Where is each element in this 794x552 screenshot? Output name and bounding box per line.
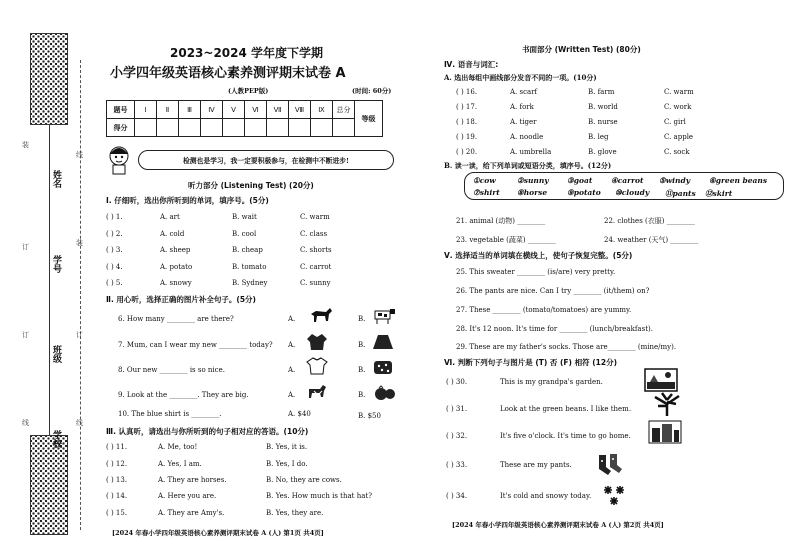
option-a: A. scarf (510, 88, 538, 96)
category-vegetable[interactable]: 23. vegetable (蔬菜) ________ (456, 236, 556, 244)
statement: This is my grandpa's garden. (500, 378, 603, 386)
score-header-cell: Ⅱ (157, 101, 179, 119)
score-header-cell: Ⅰ (135, 101, 157, 119)
question-number[interactable]: ( ) 15. (106, 509, 128, 517)
question-number[interactable]: ( ) 4. (106, 263, 123, 271)
score-cell[interactable] (267, 119, 289, 137)
question-number[interactable]: ( ) 1. (106, 213, 123, 221)
cut-mark: 线 (76, 151, 83, 159)
cartoon-child-icon (104, 144, 134, 176)
tomatoes-icon (374, 383, 396, 401)
fill-sentence[interactable]: 28. It's 12 noon. It's time for ________ (lunch/breakfast). (456, 325, 653, 333)
option-b[interactable]: B. $50 (358, 412, 381, 420)
score-header-cell: Ⅶ (267, 101, 289, 119)
section-4-heading: Ⅳ. 语音与词汇: (444, 60, 499, 69)
word-item: ⑩cloudy (615, 188, 650, 197)
option-a: A. umbrella (510, 148, 552, 156)
option-b: B. world (588, 103, 618, 111)
option-c: C. class (300, 230, 328, 238)
exam-subtitle: 小学四年级英语核心素养测评期末试卷 A (110, 66, 346, 81)
option-a: A. cold (160, 230, 185, 238)
binding-margin (0, 0, 100, 552)
school-label: 学校 (51, 430, 61, 448)
horse-icon (308, 305, 334, 325)
word-item: ⑨potato (567, 188, 601, 197)
word-item: ⑪pants (665, 189, 696, 198)
score-header-cell: 等级 (355, 101, 383, 137)
garden-picture-icon (644, 368, 678, 392)
section-4a-heading: A. 选出每组中画线部分发音不同的一项。(10分) (444, 73, 597, 82)
option-b: B. Yes. How much is that hat? (266, 492, 372, 500)
option-a: A. fork (510, 103, 534, 111)
option-b: B. No, they are cows. (266, 476, 342, 484)
question-number[interactable]: ( ) 32. (446, 432, 468, 440)
option-c: C. sock (664, 148, 690, 156)
school-picture-icon (648, 420, 682, 444)
cut-mark: 装 (76, 239, 83, 247)
potatoes-icon (372, 358, 394, 376)
score-header-cell: Ⅴ (223, 101, 245, 119)
option-b: B. farm (588, 88, 615, 96)
score-header-cell: Ⅳ (201, 101, 223, 119)
page-2-footer: [2024 年春小学四年级英语核心素养测评期末试卷 A (人) 第2页 共4页] (452, 521, 664, 529)
socks-icon (594, 453, 624, 477)
statement: These are my pants. (500, 461, 572, 469)
word-item: ⑧horse (517, 188, 548, 197)
shirt-icon (306, 356, 328, 376)
written-heading: 书面部分 (Written Test) (80分) (522, 45, 641, 54)
option-b[interactable]: B. (358, 315, 366, 323)
cut-mark: 订 (22, 243, 29, 251)
section-3-heading: Ⅲ. 认真听，请选出与你所听到的句子相对应的答语。(10分) (106, 427, 309, 436)
cut-mark: 订 (22, 331, 29, 339)
question-9: 9. Look at the ________. They are big. (118, 391, 249, 399)
fill-sentence[interactable]: 29. These are my father's socks. Those are________ (mine/my). (456, 343, 677, 351)
score-cell[interactable] (135, 119, 157, 137)
question-number[interactable]: ( ) 14. (106, 492, 128, 500)
statement: Look at the green beans. I like them. (500, 405, 632, 413)
section-1-heading: Ⅰ. 仔细听，选出你所听到的单词，填序号。(5分) (106, 196, 269, 205)
edition-note: (人教PEP版) (228, 87, 269, 95)
question-number[interactable]: ( ) 12. (106, 460, 128, 468)
score-cell[interactable] (223, 119, 245, 137)
listening-heading: 听力部分 (Listening Test) (20分) (188, 181, 314, 190)
statement: It's five o'clock. It's time to go home. (500, 432, 631, 440)
option-a[interactable]: A. $40 (288, 410, 311, 418)
option-c: C. shorts (300, 246, 332, 254)
option-a: A. Me, too! (158, 443, 198, 451)
question-number[interactable]: ( ) 18. (456, 118, 478, 126)
word-item: ④carrot (611, 176, 644, 185)
word-bank (464, 172, 784, 200)
cow-icon (372, 305, 396, 325)
score-row-label: 得分 (107, 119, 135, 137)
word-item: ⑦shirt (473, 188, 500, 197)
option-b: B. wait (232, 213, 257, 221)
option-b[interactable]: B. (358, 341, 366, 349)
option-a[interactable]: A. (288, 366, 296, 374)
question-number[interactable]: ( ) 2. (106, 230, 123, 238)
option-b: B. tomato (232, 263, 267, 271)
question-8: 8. Our new ________ is so nice. (118, 366, 225, 374)
score-header-cell: 总分 (333, 101, 355, 119)
category-clothes[interactable]: 22. clothes (衣服) ________ (604, 217, 695, 225)
word-item: ⑤windy (659, 176, 691, 185)
class-label: 班级 (51, 345, 61, 363)
question-number[interactable]: ( ) 3. (106, 246, 123, 254)
option-b: B. Yes, I do. (266, 460, 308, 468)
page-1-footer: [2024 年春小学四年级英语核心素养测评期末试卷 A (人) 第1页 共4页] (112, 529, 324, 537)
option-b: B. cheap (232, 246, 263, 254)
word-item: ③goat (567, 176, 593, 185)
option-a[interactable]: A. (288, 391, 296, 399)
exam-title: 2023~2024 学年度下学期 (170, 46, 324, 60)
statement: It's cold and snowy today. (500, 492, 592, 500)
option-b[interactable]: B. (358, 366, 366, 374)
option-c: C. warm (664, 88, 694, 96)
option-a: A. art (160, 213, 180, 221)
score-cell[interactable] (179, 119, 201, 137)
option-c: C. work (664, 103, 692, 111)
word-item: ①cow (473, 176, 496, 185)
question-number[interactable]: ( ) 16. (456, 88, 478, 96)
category-animal[interactable]: 21. animal (动物) ________ (456, 217, 546, 225)
question-10: 10. The blue shirt is ________. (118, 410, 222, 418)
question-number[interactable]: ( ) 31. (446, 405, 468, 413)
fill-sentence[interactable]: 26. The pants are nice. Can I try ________ (it/them) on? (456, 287, 650, 295)
option-b: B. glove (588, 148, 617, 156)
question-number[interactable]: ( ) 19. (456, 133, 478, 141)
score-header-cell: Ⅷ (289, 101, 311, 119)
question-number[interactable]: ( ) 11. (106, 443, 128, 451)
fill-sentence[interactable]: 25. This sweater ________ (is/are) very pretty. (456, 268, 616, 276)
option-a: A. Here you are. (158, 492, 217, 500)
option-a: A. noodle (510, 133, 544, 141)
option-b: B. Sydney (232, 279, 268, 287)
score-header-cell: Ⅸ (311, 101, 333, 119)
section-5-heading: Ⅴ. 选择适当的单词填在横线上，使句子恢复完整。(5分) (444, 251, 633, 260)
hatch-pattern-top (30, 33, 68, 125)
cut-mark: 装 (22, 141, 29, 149)
option-a: A. They are horses. (158, 476, 227, 484)
tree-icon (650, 392, 684, 418)
option-a[interactable]: A. (288, 315, 296, 323)
score-header-cell: Ⅵ (245, 101, 267, 119)
score-cell[interactable] (289, 119, 311, 137)
category-weather[interactable]: 24. weather (天气) ________ (604, 236, 699, 244)
option-b[interactable]: B. (358, 391, 366, 399)
question-number[interactable]: ( ) 30. (446, 378, 468, 386)
hatch-pattern-bottom (30, 435, 68, 535)
question-number[interactable]: ( ) 34. (446, 492, 468, 500)
option-a: A. Yes, I am. (158, 460, 202, 468)
motto-bubble: 检测也是学习，我一定要积极参与，在检测中不断进步! (138, 150, 394, 170)
option-a: A. They are Amy's. (158, 509, 225, 517)
score-cell[interactable] (333, 119, 355, 137)
option-b: B. nurse (588, 118, 618, 126)
option-c: C. carrot (300, 263, 332, 271)
option-a: A. tiger (510, 118, 537, 126)
option-b: B. Yes, it is. (266, 443, 308, 451)
question-number[interactable]: ( ) 17. (456, 103, 478, 111)
option-b: B. leg (588, 133, 609, 141)
cut-mark: 订 (76, 331, 83, 339)
option-a: A. potato (160, 263, 193, 271)
word-item: ②sunny (517, 176, 549, 185)
cut-mark: 线 (76, 419, 83, 427)
option-c: C. sunny (300, 279, 331, 287)
option-c: C. apple (664, 133, 694, 141)
section-4b-heading: B. 读一读，给下列单词或短语分类，填序号。(12分) (444, 161, 612, 170)
option-c: C. warm (300, 213, 330, 221)
word-item: ⑥green beans (709, 176, 768, 185)
skirt-icon (372, 332, 394, 352)
question-number[interactable]: ( ) 13. (106, 476, 128, 484)
cut-line (80, 60, 81, 530)
score-cell[interactable] (311, 119, 333, 137)
option-a[interactable]: A. (288, 341, 296, 349)
cut-mark: 线 (22, 419, 29, 427)
option-b: B. Yes, they are. (266, 509, 324, 517)
jacket-icon (306, 332, 328, 352)
option-b: B. cool (232, 230, 257, 238)
question-6: 6. How many ________ are there? (118, 315, 234, 323)
time-note: (时间: 60分) (352, 87, 392, 95)
score-cell[interactable] (201, 119, 223, 137)
score-cell[interactable] (157, 119, 179, 137)
question-number[interactable]: ( ) 20. (456, 148, 478, 156)
section-6-heading: Ⅵ. 判断下列句子与图片是 (T) 否 (F) 相符 (12分) (444, 358, 618, 367)
fill-sentence[interactable]: 27. These ________ (tomato/tomatoes) are yummy. (456, 306, 632, 314)
goats-icon (306, 381, 330, 401)
option-a: A. snowy (160, 279, 192, 287)
score-header-cell: 题号 (107, 101, 135, 119)
score-header-cell: Ⅲ (179, 101, 201, 119)
student-id-label: 学号 (51, 255, 61, 273)
word-item: ⑫skirt (705, 189, 733, 198)
option-c: C. girl (664, 118, 686, 126)
name-label: 姓名 (51, 170, 61, 188)
question-number[interactable]: ( ) 5. (106, 279, 123, 287)
question-7: 7. Mum, can I wear my new ________ today? (118, 341, 273, 349)
option-a: A. sheep (160, 246, 191, 254)
section-2-heading: Ⅱ. 用心听，选择正确的图片补全句子。(5分) (106, 295, 256, 304)
score-table (106, 100, 383, 137)
snowflakes-icon (600, 484, 630, 508)
score-cell[interactable] (245, 119, 267, 137)
question-number[interactable]: ( ) 33. (446, 461, 468, 469)
